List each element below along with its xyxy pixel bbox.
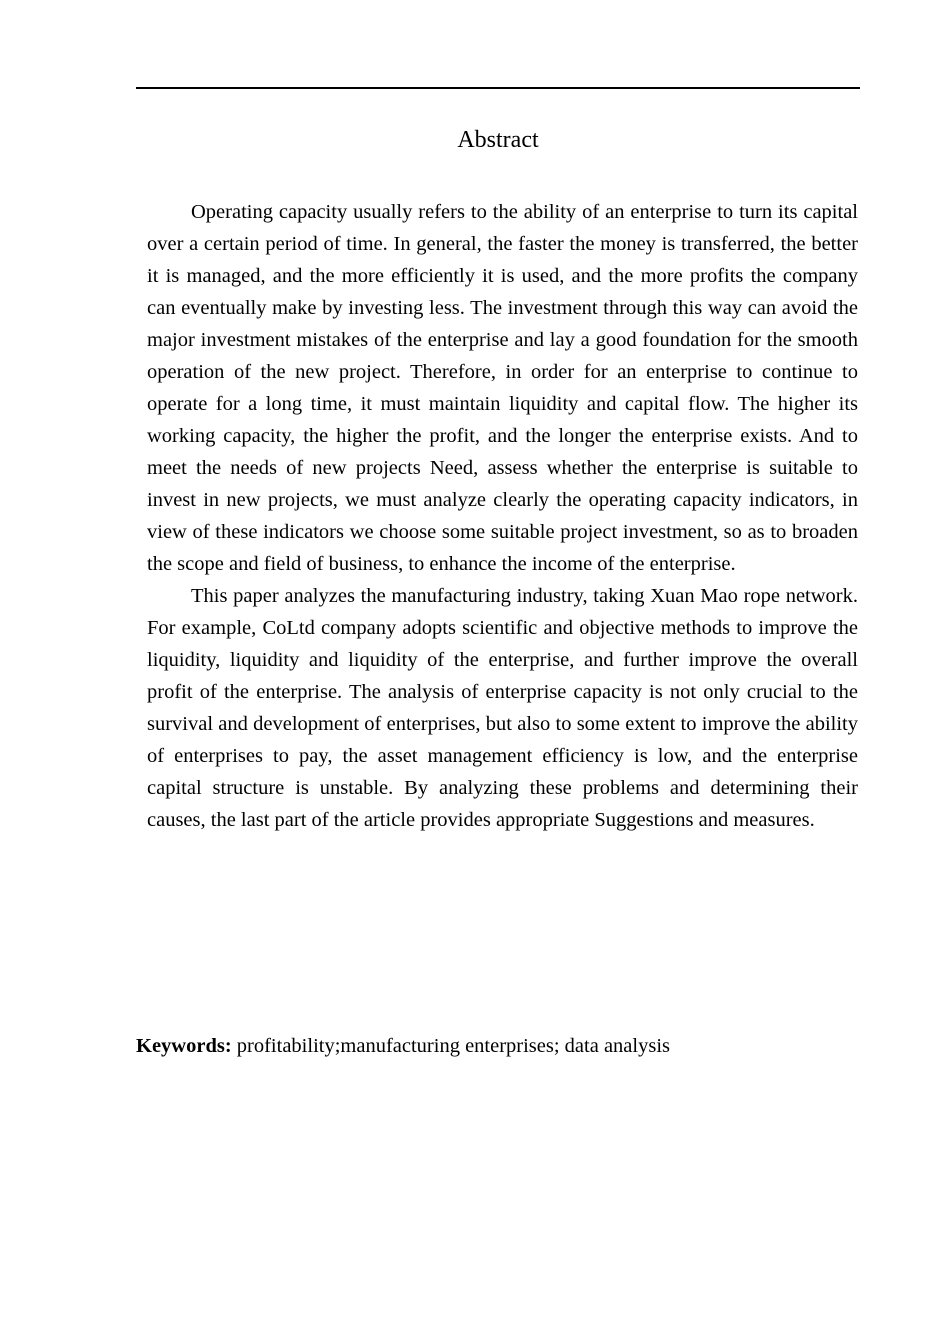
keywords-value: profitability;manufacturing enterprises; data analysis (231, 1035, 670, 1057)
header-rule (136, 87, 860, 89)
abstract-title: Abstract (457, 127, 539, 153)
keywords-line (136, 1030, 860, 1062)
abstract-paragraph: This paper analyzes the manufacturing industry, taking Xuan Mao rope network. For example, CoLtd company adopts scientific and objective methods to improve the liquidity, liquidity and liquidity of the enterprise, and further improve the overall profit of the enterprise. The analysis of enterprise capacity is not only crucial to the survival and development of enterprises, but also to some extent to improve the ability of enterprises to pay, the asset management efficiency is low, and the enterprise capital structure is unstable. By analyzing these problems and determining their causes, the last part of the article provides appropriate Suggestions and measures. (147, 585, 858, 831)
abstract-paragraph: Operating capacity usually refers to the ability of an enterprise to turn its capital over a certain period of time. In general, the faster the money is transferred, the better it is managed, and the more efficiently it is used, and the more profits the company can eventually make by investing less. The investment through this way can avoid the major investment mistakes of the enterprise and lay a good foundation for the smooth operation of the new project. Therefore, in order for an enterprise to continue to operate for a long time, it must maintain liquidity and capital flow. The higher its working capacity, the higher the profit, and the longer the enterprise exists. And to meet the needs of new projects Need, assess whether the enterprise is suitable to invest in new projects, we must analyze clearly the operating capacity indicators, in view of these indicators we choose some suitable project investment, so as to broaden the scope and field of business, to enhance the income of the enterprise. (147, 201, 858, 575)
abstract-body (147, 196, 858, 836)
keywords-label: Keywords: (136, 1035, 232, 1057)
